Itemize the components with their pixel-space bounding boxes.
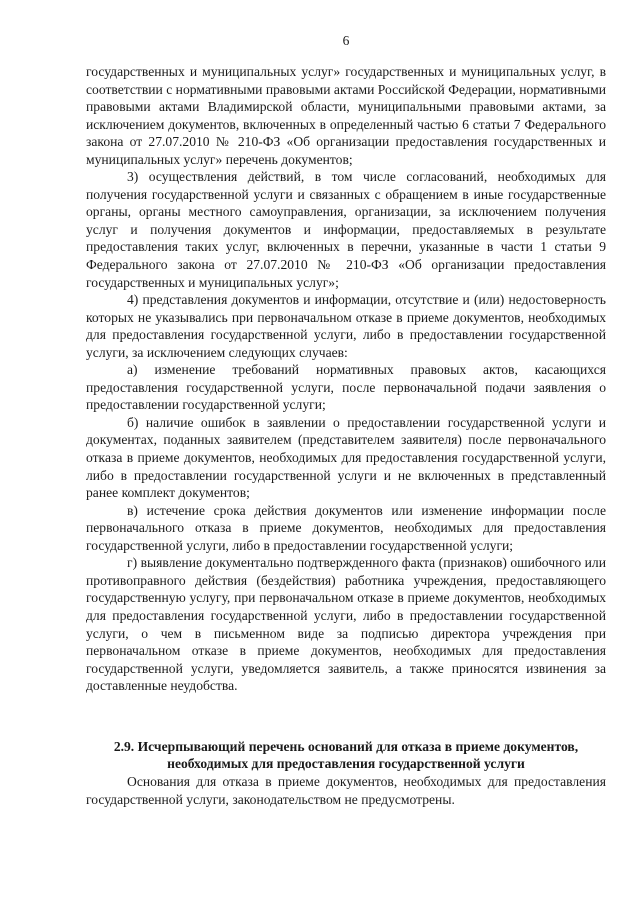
section-heading-line-1: 2.9. Исчерпывающий перечень оснований для отказа в приеме документов, — [113, 739, 579, 754]
paragraph-subitem-b: б) наличие ошибок в заявлении о предоставлении государственной услуги и документах, поданных заявителем (представителем заявителя) после первоначального отказа в приеме документов, необходимых для предоставления государственной услуги, либо в предоставлении государственной услуги и не включенных в представленный ранее комплект документов; — [86, 414, 606, 501]
body-text — [86, 63, 606, 695]
paragraph-subitem-g: г) выявление документально подтвержденного факта (признаков) ошибочного или противоправного действия (бездействия) работника учреждения, предоставляющего государственную услугу, при первоначальном отказе в приеме документов, необходимых для предоставления государственной услуги, либо в предоставлении государственной услуги, о чем в письменном виде за подписью директора учреждения при первоначальном отказе в приеме документов, необходимых для предоставления государственной услуги, уведомляется заявитель, а также приносятся извинения за доставленные неудобства. — [86, 555, 606, 694]
paragraph-item-3: 3) осуществления действий, в том числе согласований, необходимых для получения государственной услуги и связанных с обращением в иные государственные органы, органы местного самоуправления, организации, за исключением получения услуг и получения документов и информации, предоставляемых в результате предоставления таких услуг, включенных в перечни, указанные в части 1 статьи 9 Федерального закона от 27.07.2010 № 210-ФЗ «Об организации предоставления государственных и муниципальных услуг»; — [86, 169, 606, 290]
closing-text — [86, 773, 606, 808]
page-number: 6 — [342, 33, 350, 48]
section-heading-line-2: необходимых для предоставления государственной услуги — [167, 756, 525, 772]
paragraph-continuation: государственных и муниципальных услуг» государственных и муниципальных услуг, в соответствии с нормативными правовыми актами Российской Федерации, нормативными правовыми актами Владимирской области, муниципальными правовыми актами, за исключением документов, включенных в определенный частью 6 статьи 7 Федерального закона от 27.07.2010 № 210-ФЗ «Об организации предоставления государственных и муниципальных услуг» перечень документов; — [86, 64, 606, 167]
section-heading — [86, 738, 606, 773]
paragraph-subitem-v: в) истечение срока действия документов или изменение информации после первоначального отказа в приеме документов, необходимых для предоставления государственной услуги, либо в предоставлении государственной услуги; — [86, 502, 606, 553]
closing-paragraph: Основания для отказа в приеме документов, необходимых для предоставления государственной услуги, законодательством не предусмотрены. — [86, 774, 606, 807]
paragraph-item-4: 4) представления документов и информации, отсутствие и (или) недостоверность которых не указывались при первоначальном отказе в приеме документов, необходимых для предоставления государственной услуги, либо в предоставлении государственной услуги, за исключением следующих случаев: — [86, 292, 606, 360]
paragraph-subitem-a: а) изменение требований нормативных правовых актов, касающихся предоставления государственной услуги, после первоначальной подачи заявления о предоставлении государственной услуги; — [86, 362, 606, 413]
